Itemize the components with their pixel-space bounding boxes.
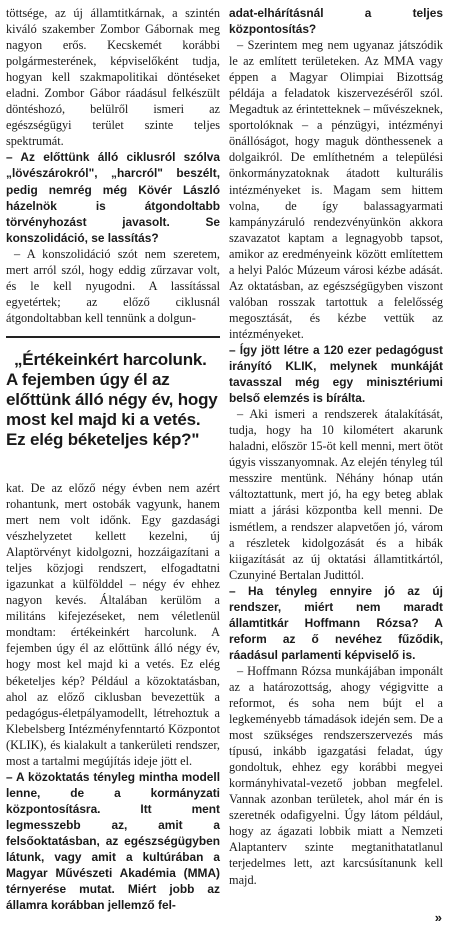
left-column (6, 5, 220, 913)
paragraph: – A konszolidáció szót nem szeretem, mert arról szól, hogy eddig zűrzavar volt, és le kell nyugodni. A lassítással egyetértek; az előző ciklusnál átgondoltabban kell tennünk a dolgun- (6, 246, 220, 325)
paragraph: kat. De az előző négy évben nem azért rohantunk, mert ostobák vagyunk, hanem mert nem volt időnk. Egy gazdasági vészhelyzetet kellett kezelni, új Alaptörvényt kidolgozni, hozzáigazítani a teljes közjogi rendszert, elfogadtatni igazunkat a külfölddel – négy év ehhez nagyon kevés. Általában kerülöm a militáns kifejezéseket, nem véletlenül mondtam: értékeinkért harcolunk. A fejemben úgy él az előttünk álló négy év, hogy most kel majd ki a vetés. Ez elég béketeljes kép? Például a közoktatásban, ahol az előző ciklusban bevezettük a pedagógus-életpályamodellt, létrehoztuk a Klebelsberg Intézményfenntartó Központot (KLIK), és kialakult a tankerületi rendszer, most a tartalmi megújítás ideje jött el. (6, 480, 220, 768)
paragraph: töttsége, az új államtitkárnak, a szintén kiváló szakember Zombor Gábornak meg nagyon erős. Kecskemét korábbi polgármesterének, képviselőként tudja, hogyan kell szakmapolitikai döntéseket eladni. Zombor Gábor ráadásul felkészült döntéshozó, belülről ismeri az egészségügyi terület szinte teljes spektrumát. (6, 6, 220, 149)
interview-question: – Így jött létre a 120 ezer pedagógust irányító KLIK, melynek munkáját tavasszal még egy minisztériumi belső elemzés is bírálta. (229, 342, 443, 406)
pull-quote-box (6, 336, 220, 472)
pull-quote: „Értékeinkért harcolunk. A fejemben úgy él az előttünk álló négy év, hogy most kel majd ki a vetés. Ez elég béketeljes kép?" (6, 349, 218, 449)
paragraph: – Hoffmann Rózsa munkájában imponált az a határozottság, ahogy végigvitte a reformot, és soha nem bújt el a legkeményebb támadások idején sem. De a most szükséges rendszerszervezés más típusú, inkább igazgatási feladat, úgy gondoltuk, ehhez egy korábbi megyei kormányhivatal-vezető jobban megfelel. Vannak azonban területek, ahol már én is szeretnék odafigyelni. Úgy látom például, hogy az ágazati lobbik miatt a Nemzeti Alaptanterv szinte megtanithatatlanul terjedelmes lett, azt karcsúsítanunk kell majd. (229, 663, 443, 887)
paragraph: – Szerintem meg nem ugyanaz játszódik le az említett területeken. Az MMA vagy éppen a Magyar Olimpiai Bizottság példája a feladatok kiszervezéséről szól. Megadtuk az érintetteknek – művészeknek, sportolóknak – a pénzügyi, intézményi önállóságot, hogy maguk dönthessenek a dolgaikról. De említhetném a települési önkormányzatoknak átadott kulturális intézményeket is. Magam sem hittem volna, de így balassagyarmati kampányzáruló rendezvényünkön akkora szavazatot kaptam a legnagyobb tapsot, amikor az eredményeink között említettem a helyi Palóc Múzeum városi kézbe adását. Az oktatásban, az egészségügyben viszont valóban rosszak tartottuk a felelősség megosztását, és kézbe vettük az intézményeket. (229, 38, 443, 341)
right-column (229, 5, 443, 888)
interview-question: – Ha tényleg ennyire jó az új rendszer, miért nem maradt államtitkár Hoffmann Rózsa? A reform az ő nevéhez fűződik, ráadásul parlamenti képviselő is. (229, 583, 443, 662)
interview-question-continued: adat-elhárításnál a teljes központosítás? (229, 6, 443, 37)
interview-question: – A közoktatás tényleg mintha modell lenne, de a kormányzati központosításra. Itt ment legmesszebb az, amit a felsőoktatásban, az egészségügyben látunk, vagy amit a kultúrában a Magyar Művészeti Akadémia (MMA) térnyerése mutat. Miért jobb az államra korábban jellemző fel- (6, 769, 220, 913)
continue-arrow: » (434, 910, 442, 925)
paragraph: – Aki ismeri a rendszerek átalakítását, tudja, hogy ha 10 kilométert akarunk haladni, először 15-öt kell menni, mert ötöt úgyis visszanyomnak. Az elején tényleg túl messzire mentünk. Néhány hónap után változtattunk, mert jó, ha egy beteg ablak miatt a járási központba kell menni. De ismétlem, a rendszer alapvetően jó, várom a részletek kidolgozását és a hibák kiigazítását az új oktatási államtitkártól, Czunyiné Bertalan Judittól. (229, 407, 443, 582)
interview-question: – Az előttünk álló ciklusról szólva „lövészárokról", „harcról" beszélt, pedig nemrég még Kövér László házelnök is átgondoltabb törvényhozást javasolt. Se konszolidáció, se lassítás? (6, 150, 220, 245)
